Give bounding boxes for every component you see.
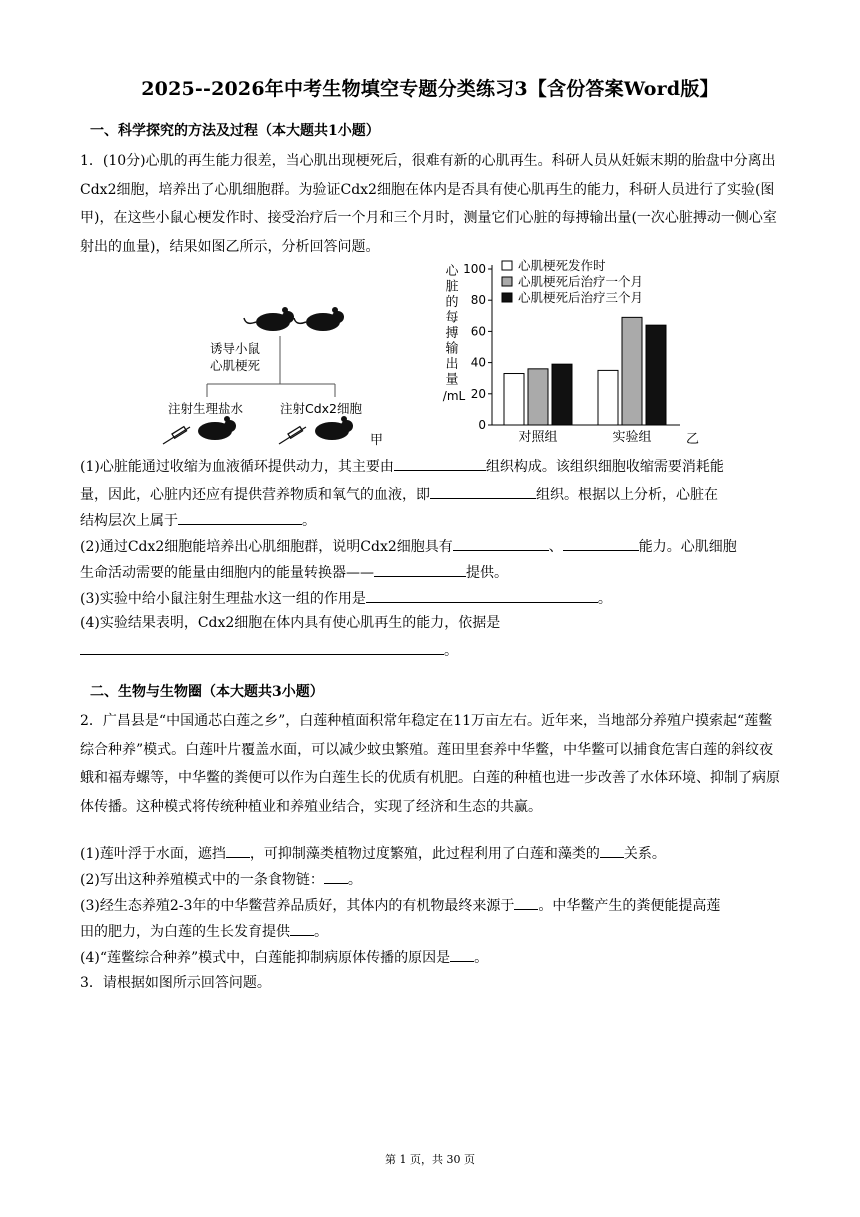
answer-blank[interactable] <box>374 562 466 577</box>
x-category-label: 对照组 <box>518 430 558 445</box>
figure-jia-label: 甲 <box>370 433 384 448</box>
q1-sub2-line2: 生命活动需要的能量由细胞内的能量转换器—— 提供。 <box>80 562 508 583</box>
y-axis-label-char: 每 <box>445 310 459 326</box>
q2-sub3-line1: (3)经生态养殖2-3年的中华鳖营养品质好，其体内的有机物最终来源于 。中华鳖产生的粪便能提高莲 <box>80 895 720 916</box>
question-1-stem: 1．(10分)心肌的再生能力很差，当心肌出现梗死后，很难有新的心肌再生。科研人员从妊娠末期的胎盘中分离出Cdx2细胞，培养出了心肌细胞群。为验证Cdx2细胞在体内是否具有使心肌再生的能力，科研人员进行了实验(图甲)，在这些小鼠心梗发作时、接受治疗后一个月和三个月时，测量它们心脏的每搏输出量(一次心脏搏动一侧心室射出的血量)，结果如图乙所示，分析回答问题。 <box>80 153 777 255</box>
answer-blank[interactable] <box>453 536 549 551</box>
figure-jia-experiment-diagram <box>160 300 400 450</box>
q1-sub1-line2: 量，因此，心脏内还应有提供营养物质和氧气的血液，即 组织。根据以上分析，心脏在 <box>80 484 718 505</box>
answer-blank[interactable] <box>324 869 348 884</box>
x-axis <box>492 425 680 445</box>
bar <box>504 374 524 425</box>
q1-sub1-line3: 结构层次上属于 。 <box>80 510 316 531</box>
answer-blank[interactable] <box>430 484 536 499</box>
answer-blank[interactable] <box>226 843 250 858</box>
question-2-stem: 2．广昌县是“中国通芯白莲之乡”，白莲种植面积常年稳定在11万亩左右。近年来，当地部分养殖户摸索起“莲鳖综合种养”模式。白莲叶片覆盖水面，可以减少蚊虫繁殖。莲田里套养中华鳖，中华鳖可以捕食危害白莲的斜纹夜蛾和福寿螺等，中华鳖的粪便可以作为白莲生长的优质有机肥。白莲的种植也进一步改善了水体环境、抑制了病原体传播。这种模式将传统种植业和养殖业结合，实现了经济和生态的共赢。 <box>80 713 780 815</box>
y-axis-unit: /mL <box>442 389 466 403</box>
y-axis-label <box>443 264 466 403</box>
induce-label-line2: 心肌梗死 <box>210 358 261 373</box>
q2-sub3-line2: 田的肥力，为白莲的生长发育提供 。 <box>80 921 328 942</box>
y-tick-label: 0 <box>478 418 486 432</box>
bar <box>528 369 548 425</box>
bars <box>504 317 666 425</box>
answer-blank[interactable] <box>450 947 474 962</box>
bar <box>646 325 666 425</box>
y-tick-label: 80 <box>470 293 486 308</box>
q1-sub3: (3)实验中给小鼠注射生理盐水这一组的作用是 。 <box>80 588 612 609</box>
figure-yi-bar-chart <box>440 255 710 450</box>
legend-label: 心肌梗死后治疗三个月 <box>518 290 644 305</box>
bar <box>598 370 618 425</box>
answer-blank[interactable] <box>290 921 314 936</box>
y-tick-label: 60 <box>470 324 486 339</box>
bar <box>622 317 642 425</box>
answer-blank[interactable] <box>394 456 486 471</box>
y-axis-label-char: 的 <box>445 295 459 310</box>
mouse-icon <box>198 416 236 440</box>
legend-label: 心肌梗死后治疗一个月 <box>518 274 644 289</box>
q1-sub1-line1: (1)心脏能通过收缩为血液循环提供动力，其主要由 组织构成。该组织细胞收缩需要消耗能 <box>80 456 724 477</box>
syringe-icon <box>163 427 190 444</box>
y-axis-label-char: 心 <box>445 264 459 279</box>
legend-swatch <box>502 277 512 286</box>
figure-yi-label: 乙 <box>686 432 700 447</box>
answer-blank[interactable] <box>600 843 624 858</box>
y-axis-label-char: 量 <box>445 372 459 388</box>
legend-swatch <box>502 293 512 302</box>
mouse-icon <box>315 416 353 440</box>
question-3-stem: 3．请根据如图所示回答问题。 <box>80 975 271 991</box>
y-axis <box>463 262 492 432</box>
y-axis-label-char: 脏 <box>445 279 459 295</box>
q2-sub1: (1)莲叶浮于水面，遮挡 ，可抑制藻类植物过度繁殖，此过程利用了白莲和藻类的 关系。 <box>80 843 666 864</box>
legend-swatch <box>502 261 512 270</box>
mouse-icon <box>294 307 344 331</box>
induce-label-line1: 诱导小鼠 <box>210 341 261 356</box>
bar <box>552 364 572 425</box>
y-axis-label-char: 输 <box>445 341 459 357</box>
q1-sub2-line1: (2)通过Cdx2细胞能培养出心肌细胞群，说明Cdx2细胞具有 、 能力。心肌细胞 <box>80 536 737 557</box>
answer-blank[interactable] <box>178 510 302 525</box>
q2-sub2: (2)写出这种养殖模式中的一条食物链： 。 <box>80 869 362 890</box>
y-tick-label: 20 <box>470 386 486 401</box>
x-category-label: 实验组 <box>612 430 652 445</box>
mouse-icon <box>244 307 294 331</box>
legend-label: 心肌梗死发作时 <box>518 258 606 273</box>
document-title: 2025--2026年中考生物填空专题分类练习3【含份答案Word版】 <box>141 78 719 100</box>
section-heading-2: 二、生物与生物圈（本大题共3小题） <box>90 684 324 700</box>
cdx2-injection-label: 注射Cdx2细胞 <box>280 401 363 416</box>
section-heading-1: 一、科学探究的方法及过程（本大题共1小题） <box>90 123 380 139</box>
syringe-icon <box>279 427 306 444</box>
q1-sub4-line2: 。 <box>80 640 458 661</box>
q1-sub4-line1: (4)实验结果表明，Cdx2细胞在体内具有使心肌再生的能力，依据是 <box>80 615 501 631</box>
y-axis-label-char: 出 <box>445 357 459 372</box>
answer-blank[interactable] <box>80 640 444 655</box>
answer-blank[interactable] <box>563 536 639 551</box>
answer-blank[interactable] <box>514 895 538 910</box>
legend <box>502 258 643 305</box>
page-footer: 第 1 页，共 30 页 <box>385 1153 475 1166</box>
y-axis-label-char: 搏 <box>445 326 459 341</box>
q2-sub4: (4)“莲鳖综合种养”模式中，白莲能抑制病原体传播的原因是 。 <box>80 947 488 968</box>
y-tick-label: 40 <box>470 355 486 370</box>
answer-blank[interactable] <box>366 588 598 603</box>
y-tick-label: 100 <box>463 262 486 276</box>
saline-injection-label: 注射生理盐水 <box>168 401 244 416</box>
